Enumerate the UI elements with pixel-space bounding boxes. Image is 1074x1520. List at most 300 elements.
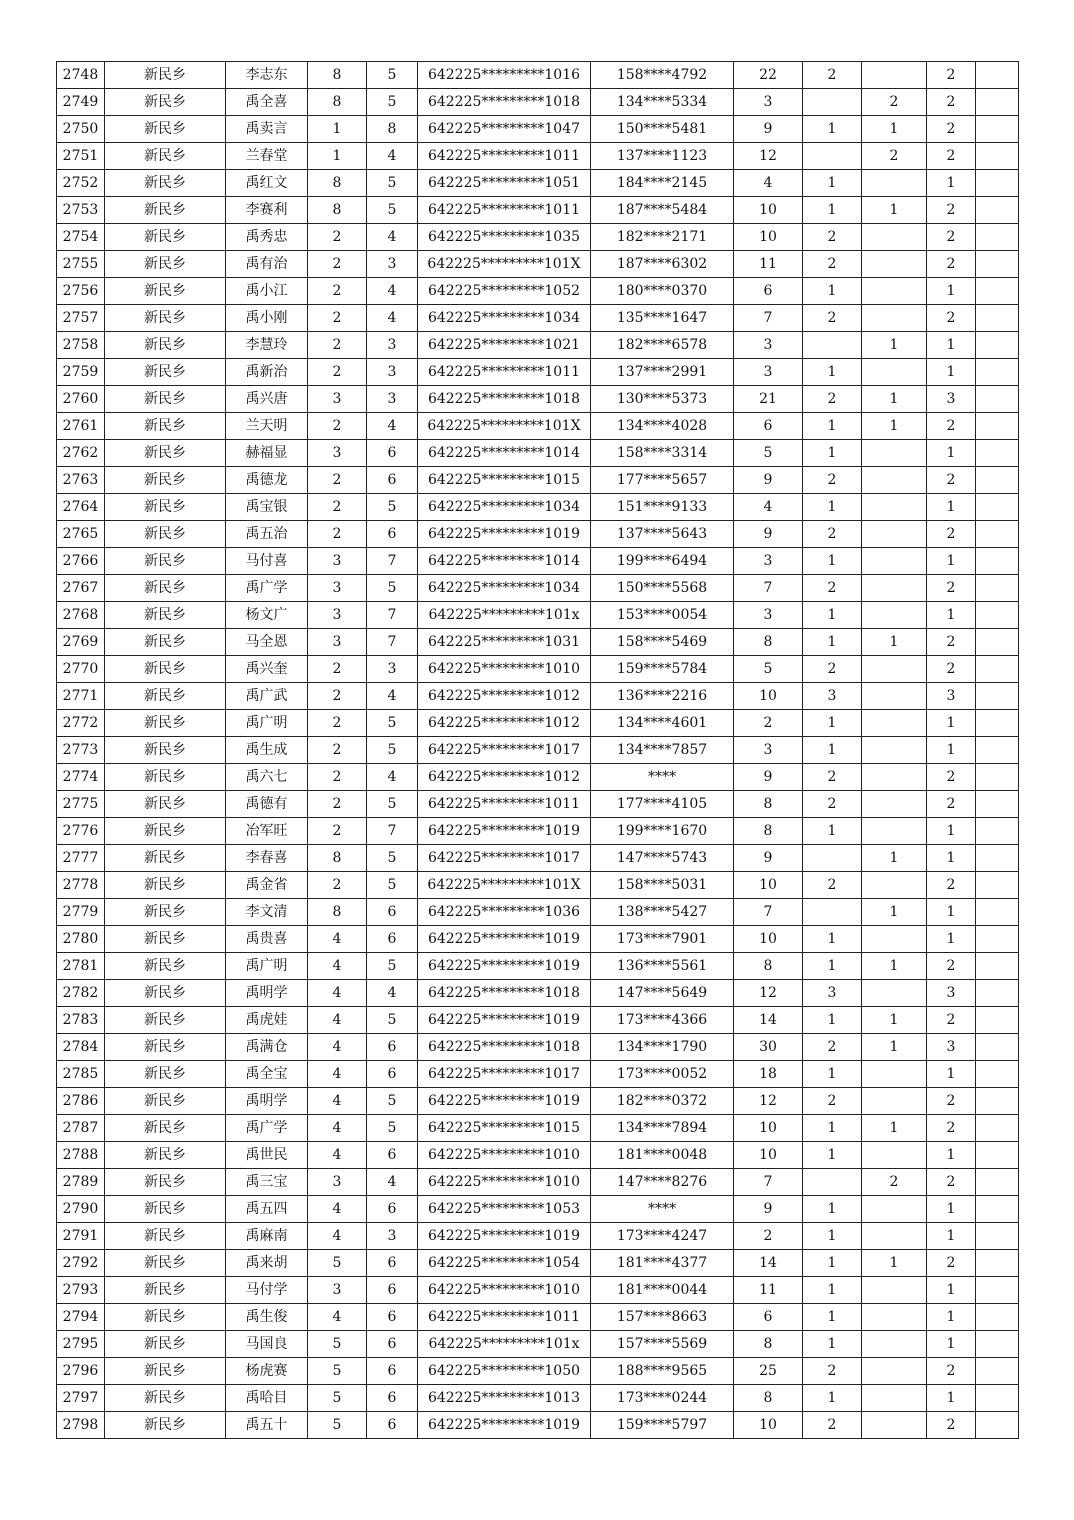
group-cell: 2 — [308, 791, 367, 818]
amount-cell: 10 — [734, 224, 803, 251]
name-cell: 禹贵喜 — [226, 926, 308, 953]
phone-cell: 138****5427 — [591, 899, 734, 926]
count-b-cell — [862, 872, 927, 899]
name-cell: 禹来胡 — [226, 1250, 308, 1277]
serial-cell: 2752 — [57, 170, 105, 197]
township-cell: 新民乡 — [105, 980, 226, 1007]
name-cell: 禹六七 — [226, 764, 308, 791]
remark-cell — [976, 656, 1019, 683]
count-a-cell: 1 — [803, 1385, 862, 1412]
id-number-cell: 642225*********1053 — [418, 1196, 591, 1223]
count-a-cell: 1 — [803, 278, 862, 305]
township-cell: 新民乡 — [105, 494, 226, 521]
total-cell: 1 — [927, 737, 976, 764]
name-cell: 禹生成 — [226, 737, 308, 764]
code-cell: 4 — [367, 980, 418, 1007]
count-a-cell: 1 — [803, 1115, 862, 1142]
code-cell: 6 — [367, 521, 418, 548]
remark-cell — [976, 629, 1019, 656]
count-a-cell: 2 — [803, 575, 862, 602]
amount-cell: 21 — [734, 386, 803, 413]
remark-cell — [976, 1142, 1019, 1169]
table-row — [57, 197, 1019, 224]
phone-cell: 173****7901 — [591, 926, 734, 953]
remark-cell — [976, 1115, 1019, 1142]
name-cell: 禹卖言 — [226, 116, 308, 143]
serial-cell: 2773 — [57, 737, 105, 764]
serial-cell: 2764 — [57, 494, 105, 521]
code-cell: 4 — [367, 764, 418, 791]
phone-cell: 134****4028 — [591, 413, 734, 440]
count-b-cell — [862, 548, 927, 575]
name-cell: 禹世民 — [226, 1142, 308, 1169]
total-cell: 2 — [927, 1169, 976, 1196]
township-cell: 新民乡 — [105, 467, 226, 494]
group-cell: 3 — [308, 386, 367, 413]
group-cell: 2 — [308, 467, 367, 494]
phone-cell: 182****2171 — [591, 224, 734, 251]
count-a-cell: 2 — [803, 251, 862, 278]
group-cell: 8 — [308, 845, 367, 872]
group-cell: 2 — [308, 872, 367, 899]
count-b-cell — [862, 1412, 927, 1439]
total-cell: 2 — [927, 791, 976, 818]
total-cell: 1 — [927, 332, 976, 359]
total-cell: 1 — [927, 1304, 976, 1331]
group-cell: 4 — [308, 1115, 367, 1142]
remark-cell — [976, 386, 1019, 413]
name-cell: 禹麻南 — [226, 1223, 308, 1250]
group-cell: 2 — [308, 710, 367, 737]
serial-cell: 2777 — [57, 845, 105, 872]
phone-cell: 159****5797 — [591, 1412, 734, 1439]
total-cell: 1 — [927, 278, 976, 305]
name-cell: 李文清 — [226, 899, 308, 926]
remark-cell — [976, 143, 1019, 170]
name-cell: 马付学 — [226, 1277, 308, 1304]
table-row — [57, 1196, 1019, 1223]
count-b-cell — [862, 1304, 927, 1331]
count-b-cell: 1 — [862, 1115, 927, 1142]
name-cell: 马付喜 — [226, 548, 308, 575]
count-b-cell — [862, 710, 927, 737]
phone-cell: 150****5481 — [591, 116, 734, 143]
code-cell: 3 — [367, 359, 418, 386]
group-cell: 2 — [308, 224, 367, 251]
id-number-cell: 642225*********1018 — [418, 89, 591, 116]
total-cell: 2 — [927, 521, 976, 548]
group-cell: 8 — [308, 62, 367, 89]
total-cell: 1 — [927, 1385, 976, 1412]
phone-cell: 159****5784 — [591, 656, 734, 683]
phone-cell: 135****1647 — [591, 305, 734, 332]
count-b-cell — [862, 278, 927, 305]
name-cell: 禹小刚 — [226, 305, 308, 332]
count-a-cell — [803, 332, 862, 359]
amount-cell: 9 — [734, 764, 803, 791]
serial-cell: 2792 — [57, 1250, 105, 1277]
code-cell: 5 — [367, 494, 418, 521]
code-cell: 5 — [367, 1088, 418, 1115]
id-number-cell: 642225*********1051 — [418, 170, 591, 197]
township-cell: 新民乡 — [105, 332, 226, 359]
code-cell: 3 — [367, 332, 418, 359]
table-row — [57, 467, 1019, 494]
count-a-cell — [803, 899, 862, 926]
count-b-cell: 2 — [862, 1169, 927, 1196]
township-cell: 新民乡 — [105, 413, 226, 440]
count-a-cell: 1 — [803, 413, 862, 440]
code-cell: 5 — [367, 575, 418, 602]
id-number-cell: 642225*********1021 — [418, 332, 591, 359]
table-row — [57, 1385, 1019, 1412]
id-number-cell: 642225*********1036 — [418, 899, 591, 926]
count-a-cell: 1 — [803, 1142, 862, 1169]
id-number-cell: 642225*********1019 — [418, 1223, 591, 1250]
id-number-cell: 642225*********1047 — [418, 116, 591, 143]
count-a-cell: 1 — [803, 1331, 862, 1358]
amount-cell: 9 — [734, 1196, 803, 1223]
group-cell: 8 — [308, 197, 367, 224]
code-cell: 7 — [367, 629, 418, 656]
township-cell: 新民乡 — [105, 899, 226, 926]
phone-cell: 150****5568 — [591, 575, 734, 602]
serial-cell: 2767 — [57, 575, 105, 602]
serial-cell: 2757 — [57, 305, 105, 332]
remark-cell — [976, 1223, 1019, 1250]
code-cell: 6 — [367, 467, 418, 494]
phone-cell: 187****6302 — [591, 251, 734, 278]
count-a-cell: 1 — [803, 1304, 862, 1331]
count-b-cell — [862, 1061, 927, 1088]
amount-cell: 10 — [734, 1142, 803, 1169]
township-cell: 新民乡 — [105, 278, 226, 305]
amount-cell: 3 — [734, 359, 803, 386]
code-cell: 5 — [367, 170, 418, 197]
code-cell: 4 — [367, 683, 418, 710]
count-b-cell — [862, 1088, 927, 1115]
remark-cell — [976, 197, 1019, 224]
township-cell: 新民乡 — [105, 845, 226, 872]
code-cell: 5 — [367, 791, 418, 818]
count-a-cell — [803, 845, 862, 872]
id-number-cell: 642225*********1019 — [418, 521, 591, 548]
code-cell: 6 — [367, 1277, 418, 1304]
count-a-cell: 1 — [803, 116, 862, 143]
table-row — [57, 710, 1019, 737]
group-cell: 2 — [308, 251, 367, 278]
township-cell: 新民乡 — [105, 1007, 226, 1034]
amount-cell: 14 — [734, 1250, 803, 1277]
id-number-cell: 642225*********1017 — [418, 1061, 591, 1088]
serial-cell: 2760 — [57, 386, 105, 413]
township-cell: 新民乡 — [105, 710, 226, 737]
code-cell: 6 — [367, 1034, 418, 1061]
count-a-cell: 1 — [803, 737, 862, 764]
code-cell: 4 — [367, 305, 418, 332]
code-cell: 6 — [367, 1412, 418, 1439]
table-row — [57, 89, 1019, 116]
table-row — [57, 602, 1019, 629]
group-cell: 2 — [308, 818, 367, 845]
count-a-cell: 2 — [803, 1358, 862, 1385]
count-b-cell: 1 — [862, 1007, 927, 1034]
total-cell: 3 — [927, 683, 976, 710]
name-cell: 冶军旺 — [226, 818, 308, 845]
count-b-cell — [862, 764, 927, 791]
township-cell: 新民乡 — [105, 251, 226, 278]
name-cell: 赫福显 — [226, 440, 308, 467]
id-number-cell: 642225*********1011 — [418, 143, 591, 170]
township-cell: 新民乡 — [105, 548, 226, 575]
total-cell: 2 — [927, 467, 976, 494]
amount-cell: 7 — [734, 575, 803, 602]
count-a-cell: 1 — [803, 629, 862, 656]
count-a-cell: 2 — [803, 305, 862, 332]
name-cell: 李志东 — [226, 62, 308, 89]
code-cell: 5 — [367, 737, 418, 764]
total-cell: 2 — [927, 656, 976, 683]
table-row — [57, 413, 1019, 440]
id-number-cell: 642225*********1034 — [418, 305, 591, 332]
amount-cell: 9 — [734, 467, 803, 494]
township-cell: 新民乡 — [105, 440, 226, 467]
serial-cell: 2768 — [57, 602, 105, 629]
township-cell: 新民乡 — [105, 1142, 226, 1169]
group-cell: 4 — [308, 1304, 367, 1331]
name-cell: 李慧玲 — [226, 332, 308, 359]
group-cell: 3 — [308, 1277, 367, 1304]
serial-cell: 2754 — [57, 224, 105, 251]
remark-cell — [976, 818, 1019, 845]
serial-cell: 2759 — [57, 359, 105, 386]
count-a-cell: 3 — [803, 683, 862, 710]
remark-cell — [976, 116, 1019, 143]
township-cell: 新民乡 — [105, 224, 226, 251]
group-cell: 3 — [308, 602, 367, 629]
name-cell: 禹红文 — [226, 170, 308, 197]
name-cell: 禹广明 — [226, 953, 308, 980]
phone-cell: 173****0244 — [591, 1385, 734, 1412]
count-b-cell — [862, 224, 927, 251]
group-cell: 4 — [308, 1142, 367, 1169]
serial-cell: 2771 — [57, 683, 105, 710]
total-cell: 2 — [927, 305, 976, 332]
group-cell: 4 — [308, 1034, 367, 1061]
amount-cell: 6 — [734, 278, 803, 305]
id-number-cell: 642225*********1014 — [418, 440, 591, 467]
code-cell: 4 — [367, 224, 418, 251]
count-b-cell: 1 — [862, 953, 927, 980]
total-cell: 2 — [927, 872, 976, 899]
phone-cell: 187****5484 — [591, 197, 734, 224]
count-b-cell: 1 — [862, 629, 927, 656]
phone-cell: 173****0052 — [591, 1061, 734, 1088]
township-cell: 新民乡 — [105, 305, 226, 332]
phone-cell: 157****8663 — [591, 1304, 734, 1331]
amount-cell: 9 — [734, 116, 803, 143]
count-a-cell — [803, 1169, 862, 1196]
township-cell: 新民乡 — [105, 656, 226, 683]
phone-cell: 181****0048 — [591, 1142, 734, 1169]
name-cell: 禹兴奎 — [226, 656, 308, 683]
total-cell: 2 — [927, 764, 976, 791]
code-cell: 6 — [367, 1385, 418, 1412]
phone-cell: 137****5643 — [591, 521, 734, 548]
count-b-cell — [862, 170, 927, 197]
amount-cell: 3 — [734, 737, 803, 764]
name-cell: 禹宝银 — [226, 494, 308, 521]
township-cell: 新民乡 — [105, 62, 226, 89]
township-cell: 新民乡 — [105, 521, 226, 548]
township-cell: 新民乡 — [105, 143, 226, 170]
table-row — [57, 170, 1019, 197]
amount-cell: 10 — [734, 197, 803, 224]
count-a-cell: 1 — [803, 440, 862, 467]
count-a-cell: 1 — [803, 170, 862, 197]
count-b-cell: 1 — [862, 899, 927, 926]
serial-cell: 2758 — [57, 332, 105, 359]
count-b-cell: 1 — [862, 845, 927, 872]
id-number-cell: 642225*********1019 — [418, 926, 591, 953]
count-a-cell: 1 — [803, 710, 862, 737]
count-b-cell: 1 — [862, 1034, 927, 1061]
total-cell: 2 — [927, 116, 976, 143]
remark-cell — [976, 1196, 1019, 1223]
name-cell: 禹虎娃 — [226, 1007, 308, 1034]
code-cell: 6 — [367, 1358, 418, 1385]
id-number-cell: 642225*********1015 — [418, 467, 591, 494]
total-cell: 2 — [927, 251, 976, 278]
serial-cell: 2798 — [57, 1412, 105, 1439]
serial-cell: 2790 — [57, 1196, 105, 1223]
amount-cell: 9 — [734, 521, 803, 548]
amount-cell: 5 — [734, 656, 803, 683]
township-cell: 新民乡 — [105, 170, 226, 197]
id-number-cell: 642225*********1052 — [418, 278, 591, 305]
count-b-cell — [862, 656, 927, 683]
total-cell: 2 — [927, 1007, 976, 1034]
total-cell: 1 — [927, 899, 976, 926]
serial-cell: 2770 — [57, 656, 105, 683]
count-a-cell: 2 — [803, 224, 862, 251]
remark-cell — [976, 1331, 1019, 1358]
township-cell: 新民乡 — [105, 116, 226, 143]
name-cell: 禹德有 — [226, 791, 308, 818]
township-cell: 新民乡 — [105, 1358, 226, 1385]
serial-cell: 2780 — [57, 926, 105, 953]
amount-cell: 12 — [734, 980, 803, 1007]
group-cell: 8 — [308, 170, 367, 197]
township-cell: 新民乡 — [105, 1277, 226, 1304]
phone-cell: 180****0370 — [591, 278, 734, 305]
phone-cell: 177****5657 — [591, 467, 734, 494]
group-cell: 5 — [308, 1331, 367, 1358]
amount-cell: 10 — [734, 872, 803, 899]
phone-cell: 182****0372 — [591, 1088, 734, 1115]
amount-cell: 10 — [734, 1115, 803, 1142]
id-number-cell: 642225*********1017 — [418, 845, 591, 872]
amount-cell: 2 — [734, 710, 803, 737]
serial-cell: 2772 — [57, 710, 105, 737]
phone-cell: 134****7894 — [591, 1115, 734, 1142]
count-b-cell: 1 — [862, 413, 927, 440]
total-cell: 3 — [927, 980, 976, 1007]
count-b-cell — [862, 62, 927, 89]
group-cell: 4 — [308, 926, 367, 953]
township-cell: 新民乡 — [105, 359, 226, 386]
amount-cell: 3 — [734, 602, 803, 629]
count-b-cell — [862, 575, 927, 602]
name-cell: 禹广学 — [226, 1115, 308, 1142]
table-row — [57, 737, 1019, 764]
phone-cell: 199****1670 — [591, 818, 734, 845]
id-number-cell: 642225*********1019 — [418, 818, 591, 845]
group-cell: 4 — [308, 1196, 367, 1223]
code-cell: 6 — [367, 1304, 418, 1331]
group-cell: 3 — [308, 629, 367, 656]
id-number-cell: 642225*********1035 — [418, 224, 591, 251]
serial-cell: 2793 — [57, 1277, 105, 1304]
count-a-cell: 1 — [803, 1277, 862, 1304]
phone-cell: 147****8276 — [591, 1169, 734, 1196]
remark-cell — [976, 62, 1019, 89]
serial-cell: 2750 — [57, 116, 105, 143]
remark-cell — [976, 1250, 1019, 1277]
name-cell: 禹兴唐 — [226, 386, 308, 413]
id-number-cell: 642225*********1019 — [418, 1088, 591, 1115]
serial-cell: 2761 — [57, 413, 105, 440]
group-cell: 8 — [308, 899, 367, 926]
id-number-cell: 642225*********1019 — [418, 1007, 591, 1034]
code-cell: 6 — [367, 926, 418, 953]
serial-cell: 2788 — [57, 1142, 105, 1169]
serial-cell: 2786 — [57, 1088, 105, 1115]
code-cell: 5 — [367, 872, 418, 899]
total-cell: 1 — [927, 494, 976, 521]
remark-cell — [976, 791, 1019, 818]
count-b-cell — [862, 1142, 927, 1169]
group-cell: 5 — [308, 1385, 367, 1412]
count-a-cell: 2 — [803, 1034, 862, 1061]
township-cell: 新民乡 — [105, 791, 226, 818]
id-number-cell: 642225*********1011 — [418, 197, 591, 224]
total-cell: 2 — [927, 62, 976, 89]
amount-cell: 25 — [734, 1358, 803, 1385]
amount-cell: 8 — [734, 791, 803, 818]
total-cell: 1 — [927, 926, 976, 953]
remark-cell — [976, 89, 1019, 116]
count-a-cell: 1 — [803, 1061, 862, 1088]
group-cell: 1 — [308, 116, 367, 143]
code-cell: 6 — [367, 440, 418, 467]
table-row — [57, 1088, 1019, 1115]
group-cell: 3 — [308, 1169, 367, 1196]
id-number-cell: 642225*********1015 — [418, 1115, 591, 1142]
township-cell: 新民乡 — [105, 737, 226, 764]
count-b-cell: 1 — [862, 386, 927, 413]
id-number-cell: 642225*********1034 — [418, 494, 591, 521]
township-cell: 新民乡 — [105, 1250, 226, 1277]
group-cell: 2 — [308, 278, 367, 305]
id-number-cell: 642225*********1010 — [418, 1169, 591, 1196]
id-number-cell: 642225*********1012 — [418, 710, 591, 737]
remark-cell — [976, 1034, 1019, 1061]
code-cell: 5 — [367, 89, 418, 116]
total-cell: 1 — [927, 1223, 976, 1250]
count-b-cell — [862, 1331, 927, 1358]
township-cell: 新民乡 — [105, 1331, 226, 1358]
